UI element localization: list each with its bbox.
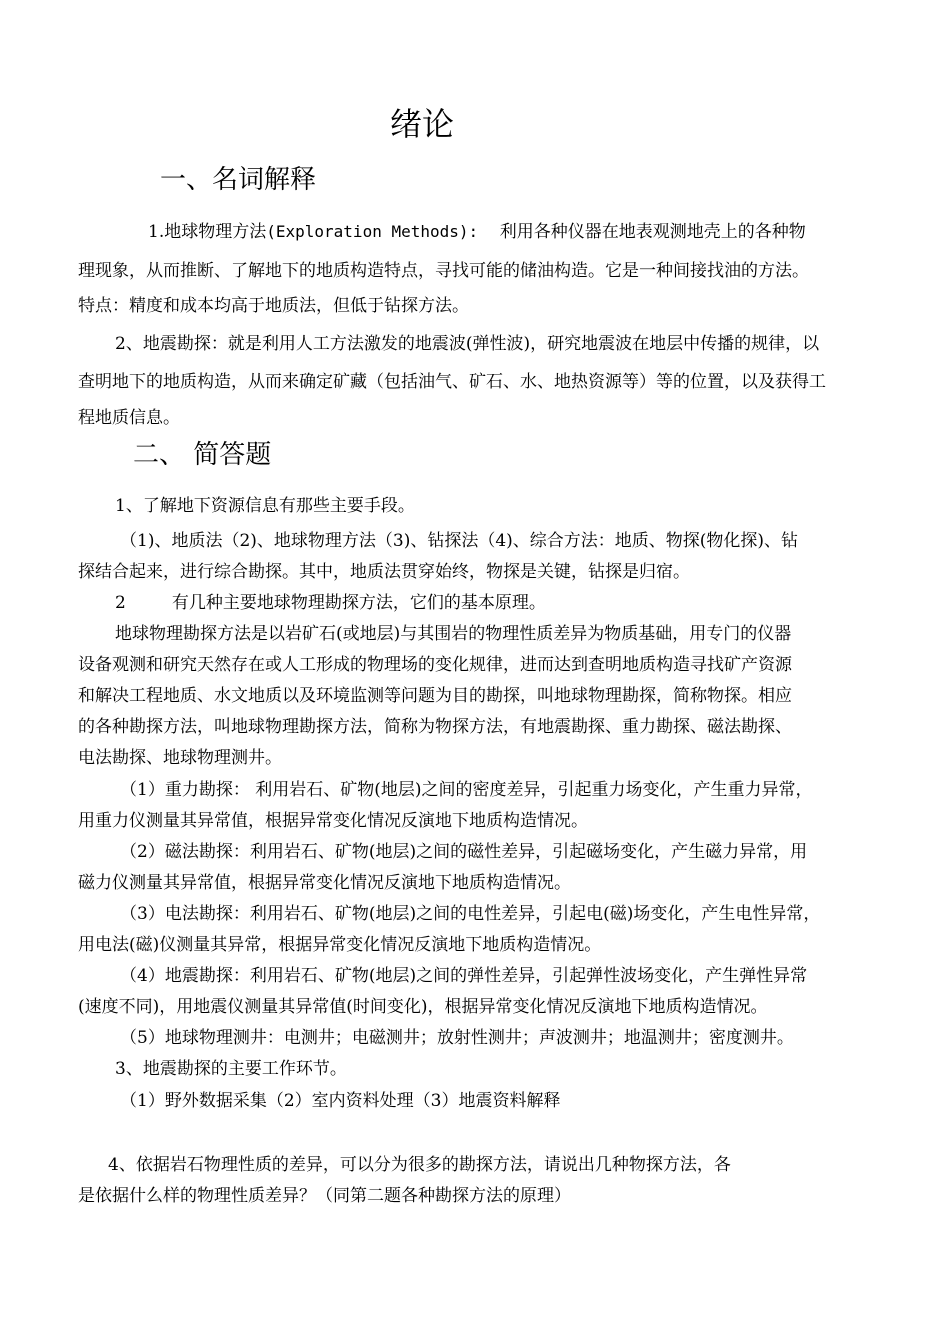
- method1-line1: （1）重力勘探： 利用岩石、矿物(地层)之间的密度差异，引起重力场变化，产生重力异常，: [120, 780, 813, 800]
- answer2-line3: 和解决工程地质、水文地质以及环境监测等问题为目的勘探，叫地球物理勘探，简称物探。相应: [78, 686, 792, 706]
- term1-term: 地球物理方法: [164, 222, 267, 242]
- term1-line1: [148, 222, 806, 242]
- section-heading-terms: 一、名词解释: [160, 165, 317, 195]
- answer2-line2: 设备观测和研究天然存在或人工形成的物理场的变化规律，进而达到查明地质构造寻找矿产资源: [78, 655, 792, 675]
- term1-number: 1.: [148, 222, 165, 242]
- answer2-line5: 电法勘探、地球物理测井。: [78, 748, 282, 768]
- page-title: 绪论: [390, 105, 455, 143]
- method2-line1: （2）磁法勘探：利用岩石、矿物(地层)之间的磁性差异，引起磁场变化，产生磁力异常，用: [120, 842, 808, 862]
- method3-line1: （3）电法勘探：利用岩石、矿物(地层)之间的电性差异，引起电(磁)场变化，产生电性异常，: [120, 904, 821, 924]
- question4-line2: 是依据什么样的物理性质差异？（同第二题各种勘探方法的原理）: [78, 1186, 571, 1206]
- question1: 1、了解地下资源信息有那些主要手段。: [115, 496, 415, 516]
- answer2-line1: 地球物理勘探方法是以岩矿石(或地层)与其围岩的物理性质差异为物质基础，用专门的仪器: [115, 624, 792, 644]
- answer1-line1: （1)、地质法（2)、地球物理方法（3)、钻探法（4)、综合方法：地质、物探(物化探)、钻: [120, 531, 799, 551]
- method5: （5）地球物理测井：电测井；电磁测井；放射性测井；声波测井；地温测井；密度测井。: [120, 1028, 794, 1048]
- term1-english: (Exploration Methods):: [266, 222, 479, 241]
- term2-line1: 2、地震勘探：就是利用人工方法激发的地震波(弹性波)，研究地震波在地层中传播的规律，以: [115, 334, 820, 354]
- answer2-line4: 的各种勘探方法，叫地球物理勘探方法，简称为物探方法，有地震勘探、重力勘探、磁法勘探、: [78, 717, 792, 737]
- section-heading-questions: 二、 简答题: [133, 440, 272, 470]
- method1-line2: 用重力仪测量其异常值，根据异常变化情况反演地下地质构造情况。: [78, 811, 588, 831]
- term2-line2: 查明地下的地质构造，从而来确定矿藏（包括油气、矿石、水、地热资源等）等的位置，以及获得工: [78, 372, 826, 392]
- question3: 3、地震勘探的主要工作环节。: [115, 1059, 347, 1079]
- term1-line3: 特点：精度和成本均高于地质法，但低于钻探方法。: [78, 296, 469, 316]
- answer1-line2: 探结合起来，进行综合勘探。其中，地质法贯穿始终，物探是关键，钻探是归宿。: [78, 562, 690, 582]
- term1-line2: 理现象，从而推断、了解地下的地质构造特点，寻找可能的储油构造。它是一种间接找油的方法。: [78, 261, 809, 281]
- term2-line3: 程地质信息。: [78, 408, 180, 428]
- term1-definition-start: 利用各种仪器在地表观测地壳上的各种物: [499, 222, 806, 242]
- question2-number: 2: [115, 593, 126, 613]
- question2-text: 有几种主要地球物理勘探方法，它们的基本原理。: [171, 593, 546, 613]
- method2-line2: 磁力仪测量其异常值，根据异常变化情况反演地下地质构造情况。: [78, 873, 571, 893]
- question4-line1: 4、依据岩石物理性质的差异，可以分为很多的勘探方法，请说出几种物探方法，各: [108, 1155, 731, 1175]
- method3-line2: 用电法(磁)仪测量其异常，根据异常变化情况反演地下地质构造情况。: [78, 935, 602, 955]
- method4-line1: （4）地震勘探：利用岩石、矿物(地层)之间的弹性差异，引起弹性波场变化，产生弹性异常: [120, 966, 808, 986]
- answer3: （1）野外数据采集（2）室内资料处理（3）地震资料解释: [120, 1091, 561, 1111]
- method4-line2: (速度不同)，用地震仪测量其异常值(时间变化)，根据异常变化情况反演地下地质构造情况。: [78, 997, 768, 1017]
- question2: [115, 593, 546, 613]
